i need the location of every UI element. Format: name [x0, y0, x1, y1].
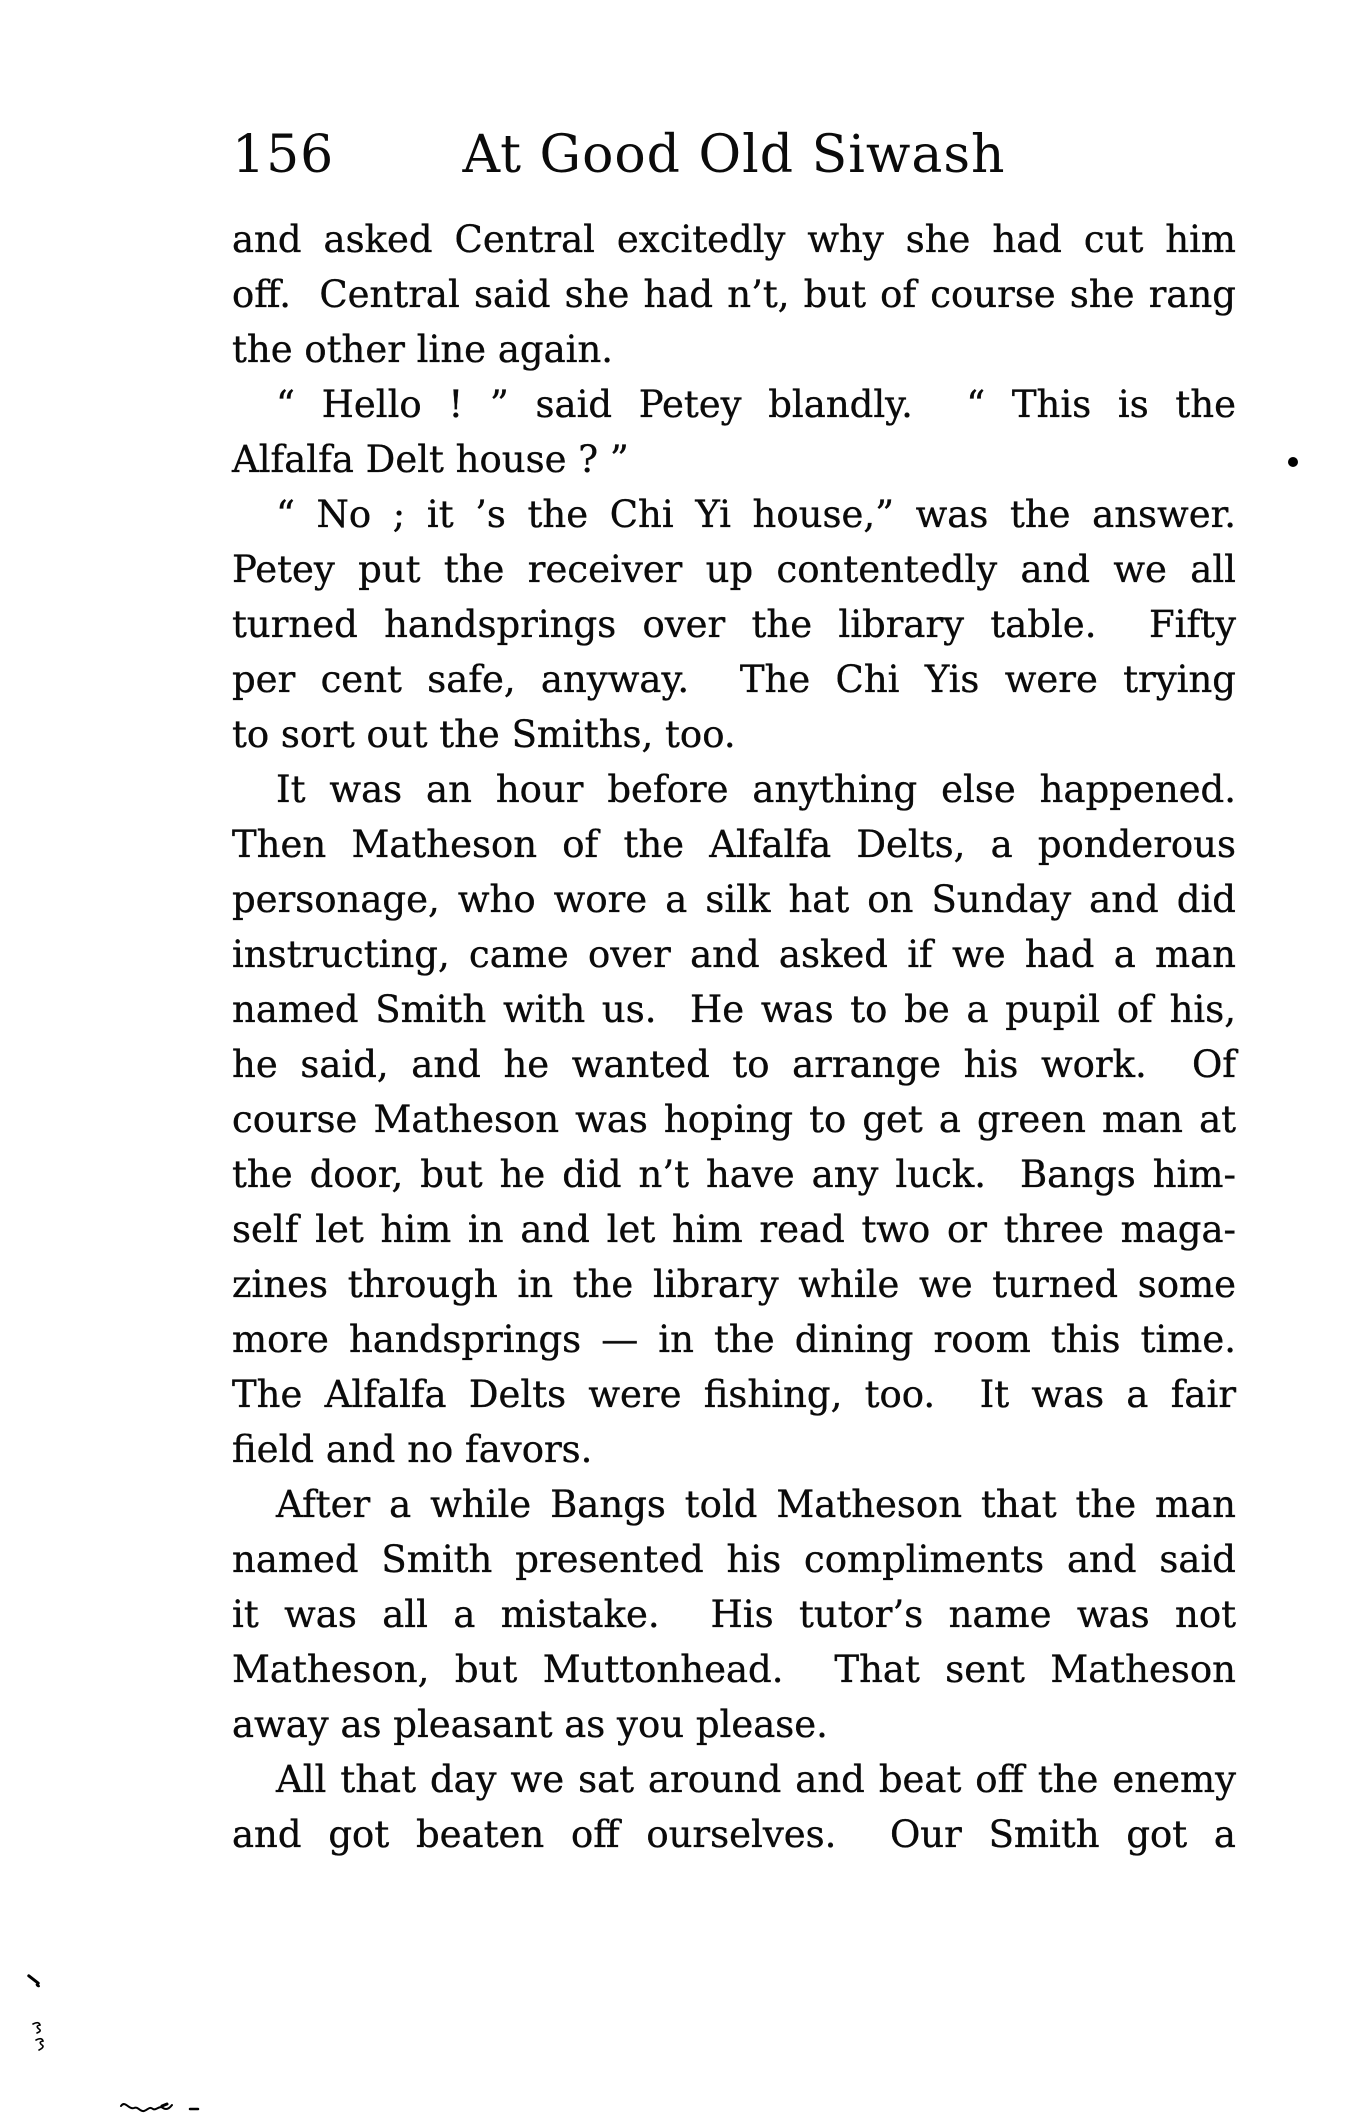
text-line: All that day we sat around and beat off the enemy — [276, 1758, 1236, 1801]
text-line: It was an hour before anything else happened. — [276, 768, 1236, 811]
text-line: it was all a mistake. His tutor’s name was not — [232, 1593, 1236, 1636]
text-line: more handsprings — in the dining room this time. — [232, 1318, 1236, 1361]
text-line: “ No ; it ’s the Chi Yi house,” was the answer. — [276, 493, 1236, 536]
text-line: he said, and he wanted to arrange his work. Of — [232, 1043, 1236, 1086]
text-line: the other line again. — [232, 328, 614, 371]
text-line: Petey put the receiver up contentedly and we all — [232, 548, 1236, 591]
text-line: instructing, came over and asked if we had a man — [232, 933, 1236, 976]
text-line: off. Central said she had n’t, but of course she rang — [232, 273, 1236, 316]
page-text-block — [232, 212, 1236, 1862]
text-line: self let him in and let him read two or three maga- — [232, 1208, 1236, 1251]
text-line: and got beaten off ourselves. Our Smith got a — [232, 1813, 1236, 1856]
text-line: zines through in the library while we turned some — [232, 1263, 1236, 1306]
pen-squiggle-mark — [118, 2094, 204, 2116]
text-line: per cent safe, anyway. The Chi Yis were trying — [232, 658, 1236, 701]
text-line: field and no favors. — [232, 1428, 593, 1471]
text-line: After a while Bangs told Matheson that the man — [276, 1483, 1236, 1526]
text-line: to sort out the Smiths, too. — [232, 713, 736, 756]
pen-scribble-marks — [28, 2020, 50, 2054]
page-number: 156 — [232, 125, 335, 185]
text-line: Matheson, but Muttonhead. That sent Matheson — [232, 1648, 1236, 1691]
text-line: the door, but he did n’t have any luck. Bangs him- — [232, 1153, 1236, 1196]
ink-dot-mark — [1288, 457, 1298, 467]
text-line: named Smith presented his compliments and said — [232, 1538, 1236, 1581]
text-line: The Alfalfa Delts were fishing, too. It was a fair — [232, 1373, 1236, 1416]
page-header-title: At Good Old Siwash — [462, 125, 1006, 185]
text-line: personage, who wore a silk hat on Sunday and did — [232, 878, 1236, 921]
pen-tick-mark — [27, 1974, 41, 1986]
text-line: Alfalfa Delt house ? ” — [232, 438, 629, 481]
text-line: Then Matheson of the Alfalfa Delts, a ponderous — [232, 823, 1236, 866]
text-line: and asked Central excitedly why she had cut him — [232, 218, 1236, 261]
text-line: named Smith with us. He was to be a pupil of his, — [232, 988, 1236, 1031]
text-line: turned handsprings over the library table. Fifty — [232, 603, 1236, 646]
text-line: away as pleasant as you please. — [232, 1703, 828, 1746]
text-line: “ Hello ! ” said Petey blandly. “ This is the — [276, 383, 1236, 426]
text-line: course Matheson was hoping to get a green man at — [232, 1098, 1236, 1141]
